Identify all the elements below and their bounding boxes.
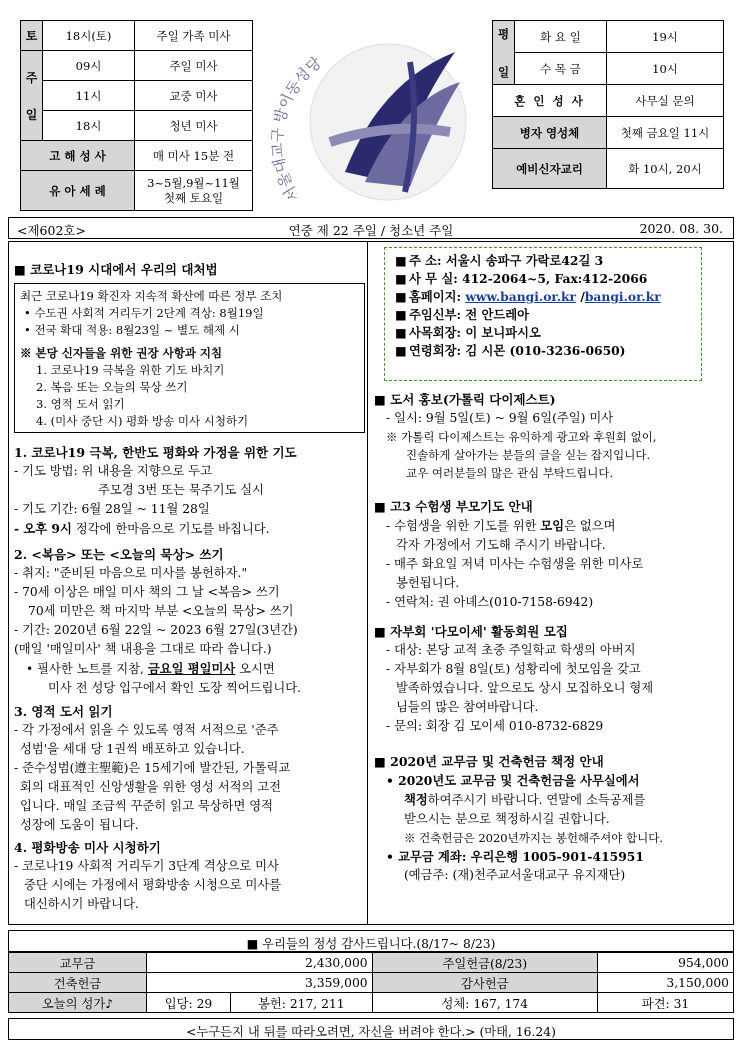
exam-prayer-line-4: 봉헌됩니다. (396, 576, 460, 590)
tue-time: 19시 (607, 21, 724, 53)
info-address-text: 주 소: 서울시 송파구 가락로42길 3 (409, 253, 604, 268)
info-secretary (395, 324, 691, 342)
website-link-1[interactable]: www.bangi.or.kr (465, 289, 577, 304)
bullet-icon: ■ (395, 253, 407, 268)
baptism-desc (135, 171, 253, 211)
dues-line-4: ※ 건축헌금은 2020년까지는 봉헌해주셔야 합니다. (404, 831, 664, 845)
fathers-club-heading: ■ 자부회 '다모이세' 활동회원 모집 (374, 624, 568, 639)
exam-prayer-heading: ■ 고3 수험생 부모기도 안내 (374, 499, 533, 514)
info-website (395, 288, 691, 306)
issue-bar (8, 217, 734, 239)
sun-time-3: 18시 (43, 111, 135, 141)
dues-section (374, 752, 729, 885)
section-1-line-4-rest: 정각에 한마음으로 기도를 바칩니다. (71, 522, 270, 536)
section-2-line-3: 70세 미만은 책 마지막 부분 <오늘의 묵상> 쓰기 (28, 604, 294, 618)
weekday-label-1: 평 (497, 26, 510, 41)
section-3-line-6: 성장에 도움이 됩니다. (20, 818, 139, 832)
section-1-line-4-bold: - 오후 9시 (14, 521, 72, 536)
bullet-icon: ■ (395, 343, 407, 358)
thanks-offering-value: 3,150,000 (598, 973, 734, 993)
dues-line-5: • 교무금 계좌: 우리은행 1005-901-415951 (386, 849, 644, 864)
info-pastor-text: 주임신부: 전 안드레아 (409, 307, 530, 322)
book-promo-line-3: 진솔하게 살아가는 분들의 글을 싣는 잡지입니다. (406, 448, 651, 462)
sick-communion-desc: 첫째 금요일 11시 (607, 117, 724, 149)
offering-title-bar: ■ 우리들의 정성 감사드립니다.(8/17~ 8/23) (8, 930, 734, 952)
fathers-club-section (374, 622, 729, 736)
exam-prayer-line-1-c: 은 없으며 (564, 519, 616, 533)
section-3-line-4: 회의 대표적인 신앙생활을 위한 영성 서적의 고전 (20, 780, 282, 794)
info-address (395, 252, 691, 270)
fathers-club-line-1: - 대상: 본당 교적 초중 주일학교 학생의 아버지 (386, 643, 636, 657)
exam-prayer-section (374, 497, 729, 612)
bullet-icon: ■ (395, 325, 407, 340)
baptism-desc-1: 3~5월,9월~11월 (147, 175, 240, 190)
parish-logo (270, 22, 480, 212)
confession-desc: 매 미사 15분 전 (135, 141, 253, 171)
corona-box-line-3: • 전국 확대 적용: 8월23일 ~ 별도 해제 시 (24, 323, 240, 337)
corona-box-line-1: 최근 코로나19 확진자 지속적 확산에 따른 정부 조치 (20, 289, 283, 303)
sat-desc: 주일 가족 미사 (135, 21, 253, 51)
section-3 (14, 702, 364, 835)
info-phone (395, 270, 691, 288)
section-4-line-1: - 코로나19 사회적 거리두기 3단계 격상으로 미사 (14, 859, 279, 873)
building-fund-label: 건축헌금 (9, 973, 147, 993)
thanks-offering-label: 감사헌금 (372, 973, 597, 993)
info-secretary-text: 사목회장: 이 보니파시오 (409, 325, 541, 340)
wedding-desc: 사무실 문의 (607, 85, 724, 117)
sun-desc-2: 교중 미사 (135, 81, 253, 111)
section-2-line-4: - 기간: 2020년 6월 22일 ~ 2023 6월 27일(3년간) (14, 623, 298, 637)
sun-time-1: 09시 (43, 51, 135, 81)
building-fund-value: 3,359,000 (147, 973, 373, 993)
section-2-heading: 2. <복음> 또는 <오늘의 묵상> 쓰기 (14, 547, 224, 562)
tue-label: 화 요 일 (515, 21, 607, 53)
sunday-offering-label: 주일헌금(8/23) (372, 953, 597, 973)
section-3-line-3: - 준수성범(遵主聖範)은 15세기에 발간된, 가톨릭교 (14, 761, 291, 775)
dues-line-1: • 2020년도 교무금 및 건축헌금을 사무실에서 (386, 773, 640, 788)
section-2-line-1: - 취지: "준비된 마음으로 미사를 봉헌하자." (14, 566, 248, 580)
hymn-dismissal: 파견: 31 (598, 993, 734, 1013)
dues-line-3: 받으시는 분으로 책정하시길 권합니다. (404, 812, 610, 826)
section-3-line-5: 입니다. 매일 조금씩 꾸준히 읽고 묵상하면 영적 (20, 799, 274, 813)
corona-box-line-2: • 수도권 사회적 거리두기 2단계 격상: 8월19일 (24, 306, 264, 320)
book-promo-line-4: 교우 여러분들의 많은 관심 부탁드립니다. (406, 466, 614, 480)
section-2-line-6-c: 오시면 (235, 662, 275, 676)
section-2-line-6-a: • 필사한 노트를 지참, (26, 662, 148, 676)
issue-title: 연중 제 22 주일 / 청소년 주일 (288, 223, 454, 238)
wed-label: 수 목 금 (515, 53, 607, 85)
weekday-label-2: 일 (497, 64, 510, 79)
exam-prayer-line-5: - 연락처: 권 아녜스(010-7158-6942) (386, 595, 594, 609)
section-1-line-1: - 기도 방법: 위 내용을 지향으로 두고 (14, 464, 213, 478)
dues-line-2 (374, 790, 729, 810)
sunday-label (21, 51, 43, 141)
right-schedule-table (492, 20, 724, 189)
section-1-line-3: - 기도 기간: 6월 28일 ~ 11월 28일 (14, 502, 210, 516)
fathers-club-line-3: 발족하였습니다. 앞으로도 상시 모집하오니 형제 (396, 681, 654, 695)
baptism-label: 유 아 세 례 (21, 171, 135, 211)
left-schedule-table (20, 20, 253, 211)
section-4-heading: 4. 평화방송 미사 시청하기 (14, 840, 161, 855)
info-website-label: 홈페이지: (409, 289, 466, 304)
section-2-line-6-b: 금요일 평일미사 (147, 661, 236, 676)
sick-communion-label: 병자 영성체 (493, 117, 607, 149)
info-elder (395, 342, 691, 360)
info-phone-text: 사 무 실: 412-2064~5, Fax:412-2066 (409, 271, 648, 286)
hymns-label: 오늘의 성가♪ (9, 993, 147, 1013)
section-1-line-4 (14, 519, 364, 539)
corona-box-line-5: 1. 코로나19 극복을 위한 기도 바치기 (36, 363, 225, 377)
section-4 (14, 838, 364, 914)
fathers-club-line-4: 님들의 많은 참여바랍니다. (396, 700, 539, 714)
section-2-line-5: (매일 '매일미사' 책 내용을 그대로 따라 씁니다.) (14, 642, 272, 656)
offering-table (8, 952, 734, 1013)
exam-prayer-line-2: 각자 가정에서 기도해 주시기 바랍니다. (396, 538, 606, 552)
section-3-line-1: - 각 가정에서 읽을 수 있도록 영적 서적으로 '준주 (14, 723, 279, 737)
sun-desc-3: 청년 미사 (135, 111, 253, 141)
column-divider (367, 241, 368, 925)
book-promo-section (374, 390, 729, 482)
section-4-line-2: 중단 시에는 가정에서 평화방송 시청으로 미사를 (24, 878, 282, 892)
website-separator: / (576, 289, 585, 304)
sat-label: 토 (21, 21, 43, 51)
sat-time: 18시(토) (43, 21, 135, 51)
weekday-label (493, 21, 515, 85)
issue-date: 2020. 08. 30. (639, 221, 723, 236)
sun-time-2: 11시 (43, 81, 135, 111)
section-1-line-2: 주모경 3번 또는 묵주기도 실시 (98, 483, 265, 497)
corona-box-line-8: 4. (미사 중단 시) 평화 방송 미사 시청하기 (36, 414, 249, 428)
section-3-line-2: 성범'을 세대 당 1권씩 배포하고 있습니다. (20, 742, 245, 756)
corona-box-line-6: 2. 복음 또는 오늘의 묵상 쓰기 (36, 380, 188, 394)
hymn-communion: 성체: 167, 174 (372, 993, 597, 1013)
scripture-quote-bar: <누구든지 내 뒤를 따라오려면, 자신을 버려야 한다.> (마태, 16.24) (8, 1018, 734, 1040)
dues-label: 교무금 (9, 953, 147, 973)
dues-line-2-a: 책정 (404, 792, 428, 807)
section-3-heading: 3. 영적 도서 읽기 (14, 704, 113, 719)
dues-line-6: (예금주: (재)천주교서울대교구 유지재단) (404, 868, 626, 882)
baptism-desc-2: 첫째 토요일 (163, 190, 224, 205)
corona-heading: ■ 코로나19 시대에서 우리의 대처법 (14, 262, 218, 277)
exam-prayer-line-3: - 매주 화요일 저녁 미사는 수험생을 위한 미사로 (386, 557, 644, 571)
dues-heading: ■ 2020년 교무금 및 건축헌금 책정 안내 (374, 754, 604, 769)
dues-line-2-b: 하여주시기 바랍니다. 연말에 소득공제를 (427, 793, 646, 807)
info-elder-text: 연령회장: 김 시몬 (010-3236-0650) (409, 343, 626, 358)
catechism-desc: 화 10시, 20시 (607, 149, 724, 189)
section-4-line-3: 대신하시기 바랍니다. (24, 897, 139, 911)
sun-desc-1: 주일 미사 (135, 51, 253, 81)
website-link-2[interactable]: bangi.or.kr (584, 289, 661, 304)
section-2-line-6 (14, 659, 364, 679)
parish-info-box (384, 247, 702, 381)
section-2-line-2: - 70세 이상은 매일 미사 책의 그 날 <복음> 쓰기 (14, 585, 280, 599)
corona-box-line-7: 3. 영적 도서 읽기 (36, 397, 125, 411)
book-promo-heading: ■ 도서 홍보(가톨릭 다이제스트) (374, 392, 556, 407)
fathers-club-line-5: - 문의: 회장 김 모이세 010-8732-6829 (386, 719, 604, 733)
catechism-label: 예비신자교리 (493, 149, 607, 189)
wedding-label: 혼 인 성 사 (493, 85, 607, 117)
fathers-club-line-2: - 자부회가 8월 8일(토) 성황리에 첫모임을 갖고 (386, 662, 641, 676)
parish-logo-graphic (270, 22, 480, 212)
section-1 (14, 443, 364, 539)
exam-prayer-line-1 (374, 516, 729, 536)
exam-prayer-line-1-a: - 수험생을 위한 기도를 위한 (386, 519, 541, 533)
bullet-icon: ■ (395, 271, 407, 286)
hymn-entrance: 입당: 29 (147, 993, 231, 1013)
info-pastor (395, 306, 691, 324)
bullet-icon: ■ (395, 289, 407, 304)
section-2-line-7: 미사 전 성당 입구에서 확인 도장 찍어드립니다. (48, 681, 302, 695)
corona-guide-box (14, 283, 365, 433)
exam-prayer-line-1-b: 모임 (540, 518, 565, 533)
hymn-offertory: 봉헌: 217, 211 (231, 993, 373, 1013)
book-promo-line-2: ※ 가톨릭 다이제스트는 유익하게 광고와 후원회 없이, (386, 430, 657, 444)
corona-box-line-4: ※ 본당 신자들을 위한 권장 사항과 지침 (20, 346, 223, 360)
book-promo-line-1: - 일시: 9월 5일(토) ~ 9월 6일(주일) 미사 (386, 411, 614, 425)
section-2 (14, 545, 364, 698)
sunday-offering-value: 954,000 (598, 953, 734, 973)
confession-label: 고 해 성 사 (21, 141, 135, 171)
sunday-label-2: 일 (25, 107, 38, 122)
dues-value: 2,430,000 (147, 953, 373, 973)
logo-text: 서울대교구 방이동성당 (270, 54, 325, 204)
sunday-label-1: 주 (25, 70, 38, 85)
bullet-icon: ■ (395, 307, 407, 322)
issue-number: <제602호> (17, 223, 86, 238)
wed-time: 10시 (607, 53, 724, 85)
section-1-heading: 1. 코로나19 극복, 한반도 평화와 가정을 위한 기도 (14, 445, 297, 460)
